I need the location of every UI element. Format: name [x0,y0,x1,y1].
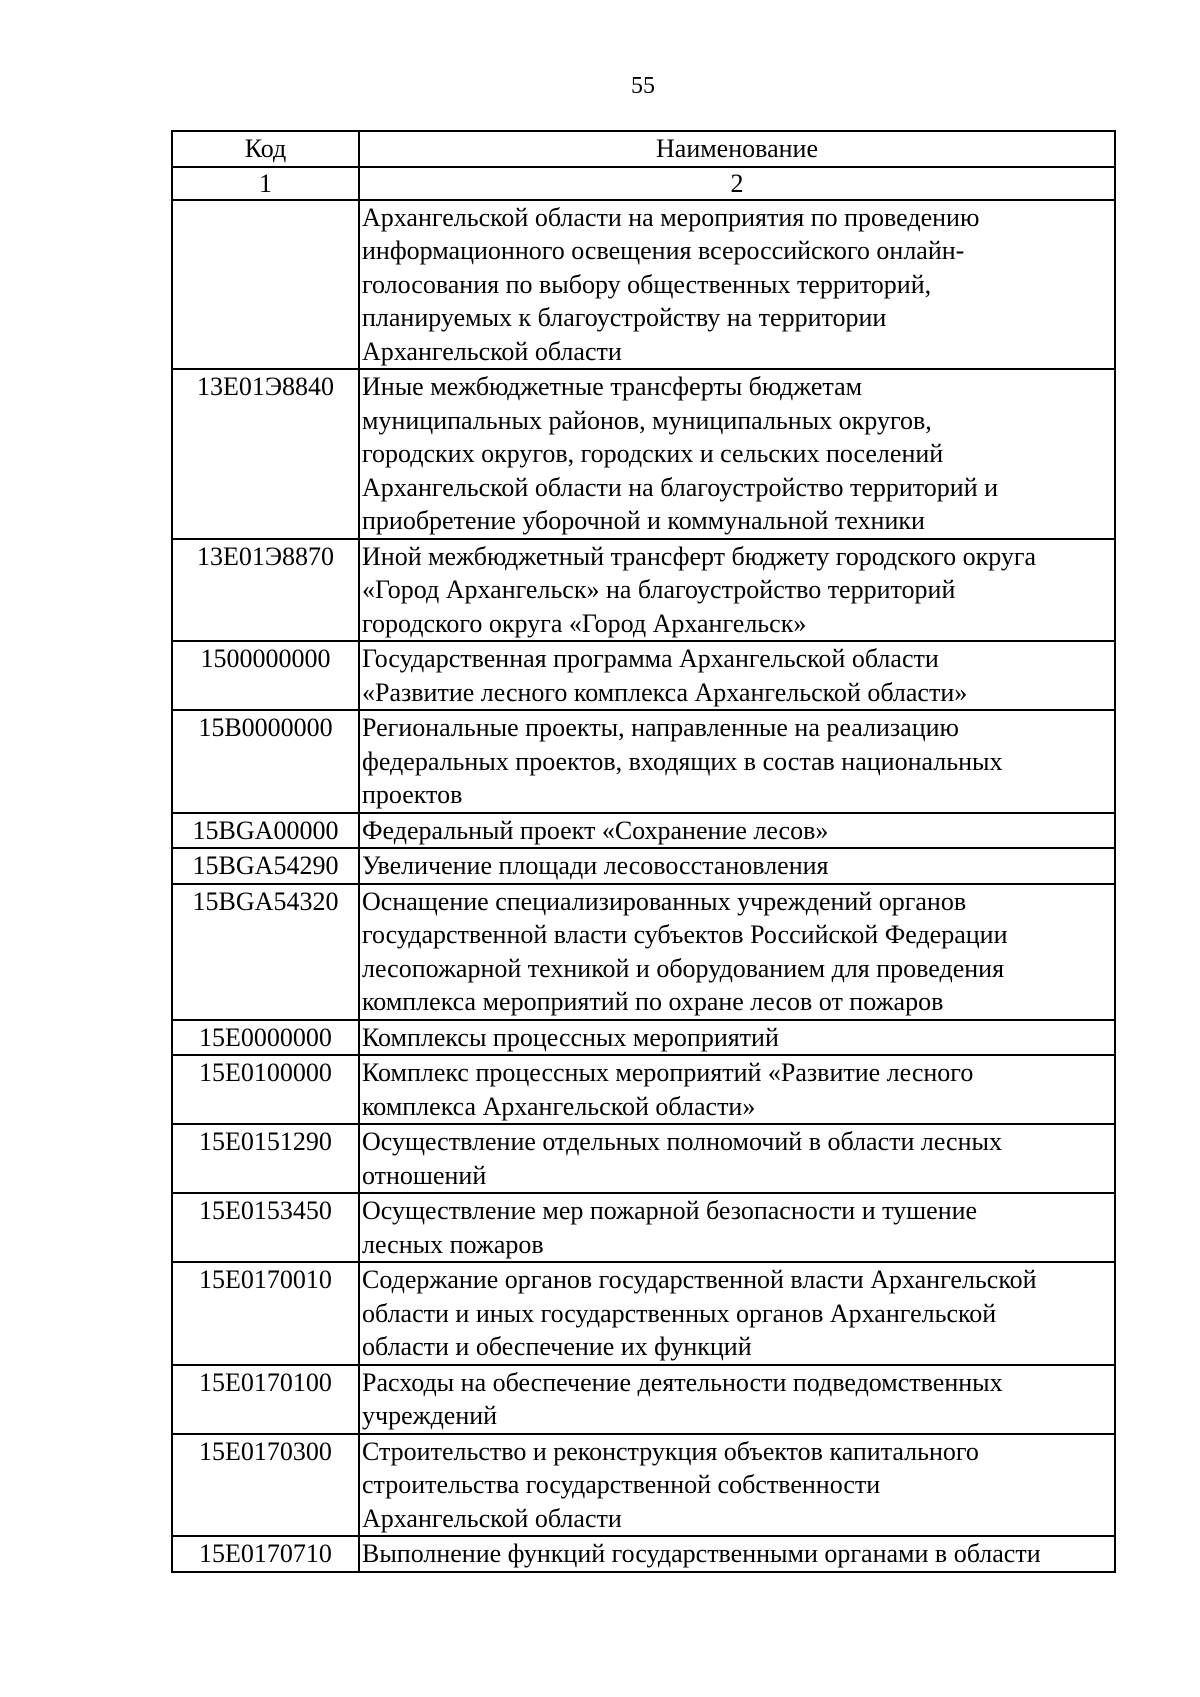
column-number-row [172,167,1115,200]
row-name-line: Архангельской области [362,336,622,366]
table-row [172,813,1115,849]
row-name-line: городского округа «Город Архангельск» [362,608,807,638]
column-number-code: 1 [172,167,359,200]
row-code: 15Е0170100 [172,1365,359,1434]
row-name [359,200,1115,370]
header-name: Наименование [359,131,1115,167]
row-name-line: проектов [362,780,463,809]
row-name [359,1193,1115,1262]
row-code: 15В0000000 [172,710,359,813]
row-name [359,641,1115,710]
table-body [172,200,1115,1572]
row-code: 15Е0151290 [172,1124,359,1193]
row-name [359,1434,1115,1537]
row-name-line: строительства государственной собственности [362,1470,881,1499]
table-row [172,1434,1115,1537]
row-name [359,1365,1115,1434]
row-name-line: Архангельской области [362,1503,622,1533]
row-name-line: Строительство и реконструкция объектов капитального [362,1436,979,1466]
row-code [172,200,359,370]
row-code: 15Е0000000 [172,1020,359,1056]
row-name [359,1262,1115,1365]
table-row [172,539,1115,642]
row-name-line: Увеличение площади лесовосстановления [362,851,829,880]
table-row [172,884,1115,1020]
row-name-line: Комплекс процессных мероприятий «Развитие лесного [362,1058,974,1087]
table-row [172,200,1115,370]
table-row [172,710,1115,813]
row-name-line: Оснащение специализированных учреждений органов [362,886,967,916]
row-name-line: области и иных государственных органов Архангельской [362,1298,997,1328]
row-name-line: Содержание органов государственной власти Архангельской [362,1265,1037,1294]
budget-codes-table [171,130,1116,1573]
row-name-line: «Развитие лесного комплекса Архангельской области» [362,677,968,707]
page-number: 55 [631,73,655,99]
table-header-row [172,131,1115,167]
row-name-line: приобретение уборочной и коммунальной техники [362,506,925,535]
row-code: 13Е01Э8870 [172,539,359,642]
row-name-line: Федеральный проект «Сохранение лесов» [362,815,829,845]
row-name-line: городских округов, городских и сельских поселений [362,439,944,468]
table-row [172,1536,1115,1572]
table-row [172,1124,1115,1193]
row-name [359,813,1115,849]
row-code: 15Е0153450 [172,1193,359,1262]
row-name [359,539,1115,642]
row-name [359,1055,1115,1124]
row-name [359,884,1115,1020]
row-name-line: планируемых к благоустройству на территории [362,303,887,332]
row-code: 15BGA54320 [172,884,359,1020]
row-name-line: учреждений [362,1401,498,1430]
row-name-line: голосования по выбору общественных территорий, [362,269,932,299]
row-name-line: лесных пожаров [362,1229,544,1259]
row-name-line: отношений [362,1160,487,1190]
row-code: 15Е0170300 [172,1434,359,1537]
row-name-line: муниципальных районов, муниципальных округов, [362,405,932,435]
row-name-line: информационного освещения всероссийского онлайн- [362,236,965,265]
row-name [359,1536,1115,1572]
row-name [359,848,1115,884]
table-row [172,1365,1115,1434]
row-code: 15Е0100000 [172,1055,359,1124]
row-name-line: комплекса мероприятий по охране лесов от пожаров [362,987,944,1016]
row-code: 13Е01Э8840 [172,369,359,539]
row-name-line: Выполнение функций государственными органами в области [362,1539,1041,1568]
table-row [172,1262,1115,1365]
row-code: 15BGA00000 [172,813,359,849]
row-name-line: государственной власти субъектов Российской Федерации [362,920,1008,949]
row-name-line: Региональные проекты, направленные на реализацию [362,713,959,742]
row-name-line: Комплексы процессных мероприятий [362,1022,779,1052]
row-name-line: Архангельской области на мероприятия по проведению [362,202,980,232]
table-row [172,848,1115,884]
row-name-line: Расходы на обеспечение деятельности подведомственных [362,1367,1003,1397]
row-code: 15Е0170010 [172,1262,359,1365]
row-name-line: Осуществление отдельных полномочий в области лесных [362,1127,1002,1156]
table-row [172,641,1115,710]
row-name [359,710,1115,813]
table-row [172,1193,1115,1262]
table-row [172,1055,1115,1124]
row-name-line: Иной межбюджетный трансферт бюджету городского округа [362,541,1037,571]
row-name-line: федеральных проектов, входящих в состав национальных [362,746,1003,776]
row-name-line: области и обеспечение их функций [362,1332,752,1361]
row-name [359,1020,1115,1056]
column-number-name: 2 [359,167,1115,200]
row-name [359,1124,1115,1193]
table-row [172,369,1115,539]
row-name-line: Осуществление мер пожарной безопасности и тушение [362,1196,978,1225]
row-code: 15BGA54290 [172,848,359,884]
row-name-line: лесопожарной техникой и оборудованием для проведения [362,953,1005,983]
row-name-line: «Город Архангельск» на благоустройство территорий [362,575,956,604]
row-name-line: Иные межбюджетные трансферты бюджетам [362,372,863,401]
row-name-line: комплекса Архангельской области» [362,1091,756,1121]
row-code: 15Е0170710 [172,1536,359,1572]
row-name-line: Государственная программа Архангельской области [362,644,939,673]
header-code: Код [172,131,359,167]
row-name-line: Архангельской области на благоустройство территорий и [362,472,999,502]
row-code: 1500000000 [172,641,359,710]
row-name [359,369,1115,539]
table-row [172,1020,1115,1056]
